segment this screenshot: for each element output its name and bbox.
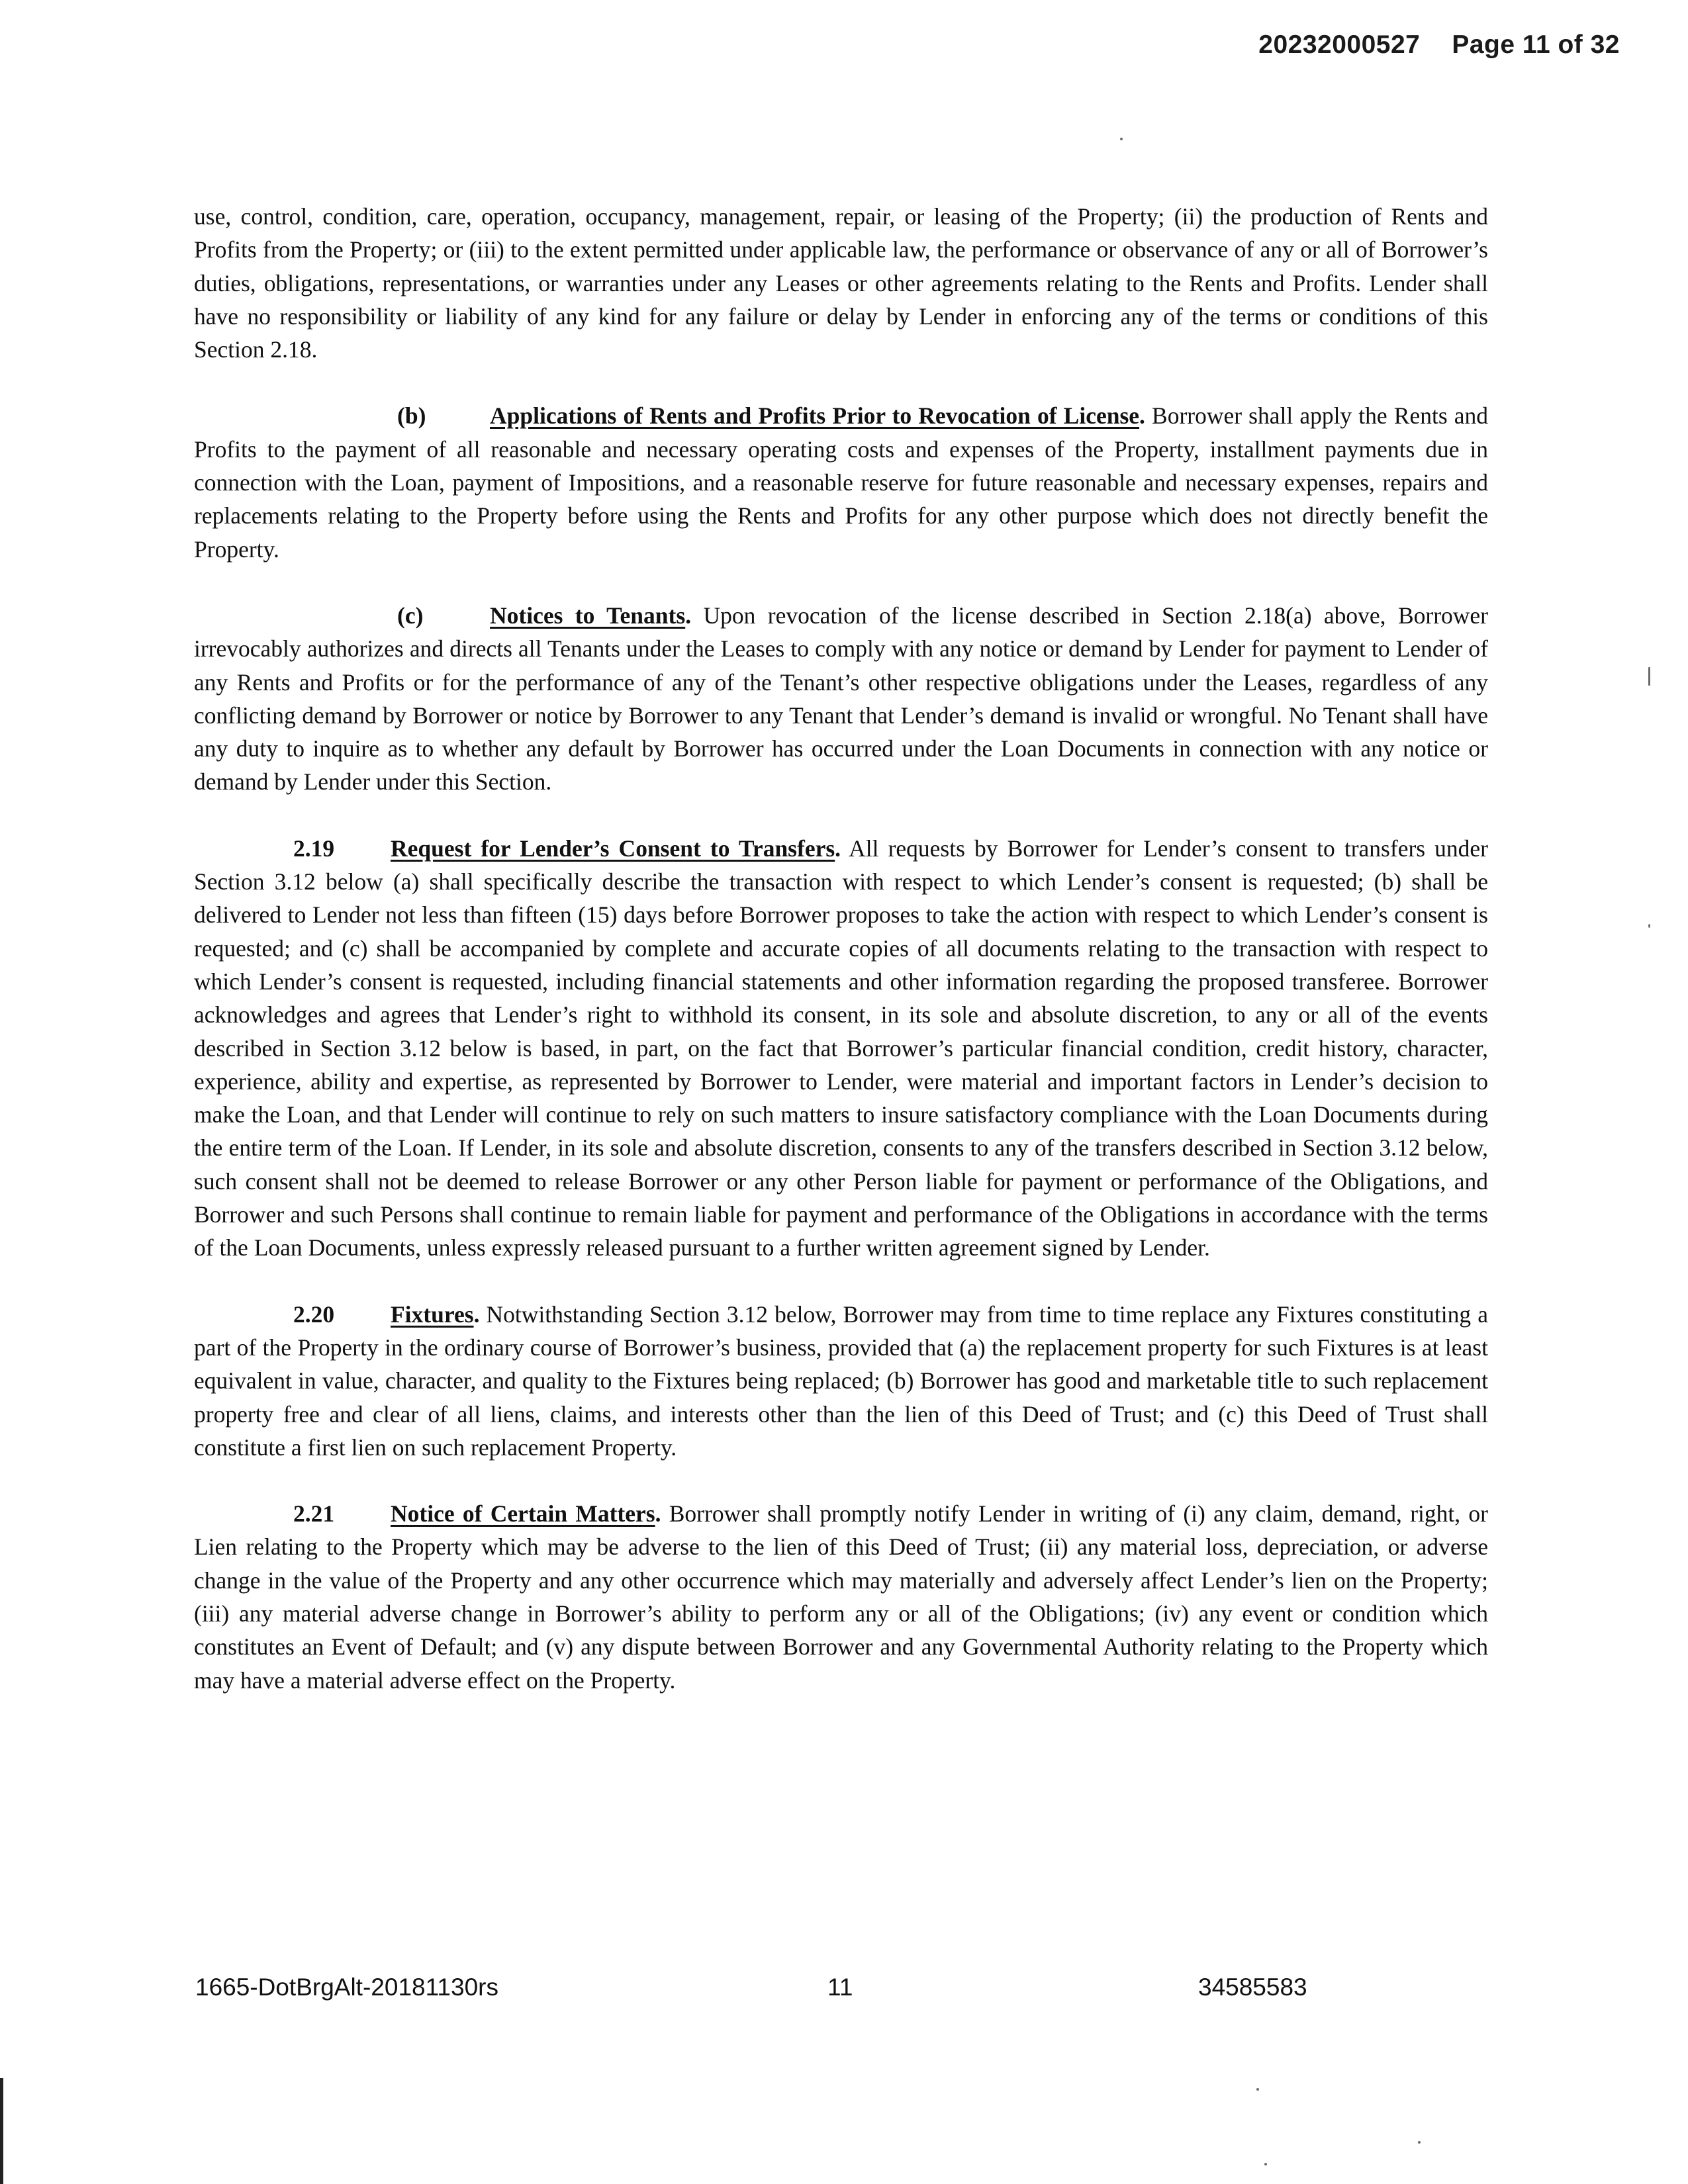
- subsection-c: (c) Notices to Tenants. Upon revocation of the license described in Section 2.18(a) above, Borrower irrevocably authorizes and directs all Tenants under the Leases to comply with any notice or demand by Lender for payment to Lender of any Rents and Profits or for the performance of any of the Tenant’s other respective obligations under the Leases, regardless of any conflicting demand by Borrower or notice by Borrower to any Tenant that Lender’s demand is invalid or wrongful. No Tenant shall have any duty to inquire as to whether any default by Borrower has occurred under the Loan Documents in connection with any notice or demand by Lender under this Section.: [194, 599, 1488, 799]
- section-caption: Notice of Certain Matters: [391, 1500, 655, 1527]
- section-text: Notwithstanding Section 3.12 below, Borrower may from time to time replace any Fixtures constituting a part of the Property in the ordinary course of Borrower’s business, provided that (a) the replacement property for such Fixtures is at least equivalent in value, character, and quality to the Fixtures being replaced; (b) Borrower has good and marketable title to such replacement property free and clear of all liens, claims, and interests other than the lien of this Deed of Trust; and (c) this Deed of Trust shall constitute a first lien on such replacement Property.: [194, 1300, 1488, 1461]
- section-text: Borrower shall promptly notify Lender in writing of (i) any claim, demand, right, or Lien relating to the Property which may be adverse to the lien of this Deed of Trust; (ii) any material loss, depreciation, or adverse change in the value of the Property and any other occurrence which may materially and adversely affect Lender’s lien on the Property; (iii) any material adverse change in Borrower’s ability to perform any or all of the Obligations; (iv) any event or condition which constitutes an Event of Default; and (v) any dispute between Borrower and any Governmental Authority relating to the Property which may have a material adverse effect on the Property.: [194, 1500, 1488, 1694]
- scan-edge-mark: [0, 2078, 3, 2184]
- subsection-caption: Notices to Tenants: [490, 602, 686, 629]
- section-number: 2.21: [293, 1500, 335, 1527]
- section-2-21: 2.21 Notice of Certain Matters. Borrower shall promptly notify Lender in writing of (i) any claim, demand, right, or Lien relating to the Property which may be adverse to the lien of this Deed of Trust; (ii) any material loss, depreciation, or adverse change in the value of the Property and any other occurrence which may materially and adversely affect Lender’s lien on the Property; (iii) any material adverse change in Borrower’s ability to perform any or all of the Obligations; (iv) any event or condition which constitutes an Event of Default; and (v) any dispute between Borrower and any Governmental Authority relating to the Property which may have a material adverse effect on the Property.: [194, 1497, 1488, 1697]
- subsection-label: (c): [397, 602, 424, 629]
- subsection-label: (b): [397, 402, 426, 430]
- scan-speck: [1120, 138, 1123, 140]
- section-caption: Fixtures: [391, 1300, 474, 1328]
- scan-speck: [1264, 2163, 1267, 2165]
- subsection-text: Upon revocation of the license described in Section 2.18(a) above, Borrower irrevocably authorizes and directs all Tenants under the Leases to comply with any notice or demand by Lender for payment to Lender of any Rents and Profits or for the performance of any of the Tenant’s other respective obligations under the Leases, regardless of any conflicting demand by Borrower or notice by Borrower to any Tenant that Lender’s demand is invalid or wrongful. No Tenant shall have any duty to inquire as to whether any default by Borrower has occurred under the Loan Documents in connection with any notice or demand by Lender under this Section.: [194, 602, 1488, 796]
- page-label: Page 11 of 32: [1452, 30, 1620, 59]
- scan-speck: [1418, 2141, 1421, 2144]
- footer-doc-id: 34585583: [1198, 1974, 1307, 2001]
- section-2-20: 2.20 Fixtures. Notwithstanding Section 3.12 below, Borrower may from time to time replace any Fixtures constituting a part of the Property in the ordinary course of Borrower’s business, provided that (a) the replacement property for such Fixtures is at least equivalent in value, character, and quality to the Fixtures being replaced; (b) Borrower has good and marketable title to such replacement property free and clear of all liens, claims, and interests other than the lien of this Deed of Trust; and (c) this Deed of Trust shall constitute a first lien on such replacement Property.: [194, 1298, 1488, 1464]
- scan-speck: [1648, 667, 1650, 686]
- scan-speck: [1256, 2088, 1259, 2091]
- recording-stamp: [1258, 30, 1620, 60]
- document-body: [194, 200, 1488, 1697]
- paragraph-text: use, control, condition, care, operation, occupancy, management, repair, or leasing of the Property; (ii) the production of Rents and Profits from the Property; or (iii) to the extent permitted under applicable law, the performance or observance of any or all of Borrower’s duties, obligations, representations, or warranties under any Leases or other agreements relating to the Rents and Profits. Lender shall have no responsibility or liability of any kind for any failure or delay by Lender in enforcing any of the terms or conditions of this Section 2.18.: [194, 203, 1488, 363]
- scan-speck: [1648, 924, 1650, 928]
- subsection-b: (b) Applications of Rents and Profits Prior to Revocation of License. Borrower shall apply the Rents and Profits to the payment of all reasonable and necessary operating costs and expenses of the Property, installment payments due in connection with the Loan, payment of Impositions, and a reasonable reserve for future reasonable and necessary expenses, repairs and replacements relating to the Property before using the Rents and Profits for any other purpose which does not directly benefit the Property.: [194, 399, 1488, 565]
- footer-page-number: 11: [827, 1974, 853, 2001]
- subsection-text: Borrower shall apply the Rents and Profits to the payment of all reasonable and necessary operating costs and expenses of the Property, installment payments due in connection with the Loan, payment of Impositions, and a reasonable reserve for future reasonable and necessary expenses, repairs and replacements relating to the Property before using the Rents and Profits for any other purpose which does not directly benefit the Property.: [194, 402, 1488, 563]
- paragraph-continuation: [194, 200, 1488, 366]
- footer-doc-code: 1665-DotBrgAlt-20181130rs: [195, 1974, 498, 2001]
- section-caption: Request for Lender’s Consent to Transfers: [391, 835, 835, 862]
- subsection-caption: Applications of Rents and Profits Prior to Revocation of License: [490, 402, 1140, 430]
- document-number: 20232000527: [1258, 30, 1421, 59]
- section-number: 2.19: [293, 835, 335, 862]
- section-2-19: 2.19 Request for Lender’s Consent to Transfers. All requests by Borrower for Lender’s consent to transfers under Section 3.12 below (a) shall specifically describe the transaction with respect to which Lender’s consent is requested; (b) shall be delivered to Lender not less than fifteen (15) days before Borrower proposes to take the action with respect to which Lender’s consent is requested; and (c) shall be accompanied by complete and accurate copies of all documents relating to the transaction with respect to which Lender’s consent is requested, including financial statements and other information regarding the proposed transferee. Borrower acknowledges and agrees that Lender’s right to withhold its consent, in its sole and absolute discretion, to any or all of the events described in Section 3.12 below is based, in part, on the fact that Borrower’s particular financial condition, credit history, character, experience, ability and expertise, as represented by Borrower to Lender, were material and important factors in Lender’s decision to make the Loan, and that Lender will continue to rely on such matters to insure satisfactory compliance with the Loan Documents during the entire term of the Loan. If Lender, in its sole and absolute discretion, consents to any of the transfers described in Section 3.12 below, such consent shall not be deemed to release Borrower or any other Person liable for payment or performance of the Obligations, and Borrower and such Persons shall continue to remain liable for payment and performance of the Obligations in accordance with the terms of the Loan Documents, unless expressly released pursuant to a further written agreement signed by Lender.: [194, 832, 1488, 1265]
- section-number: 2.20: [293, 1300, 335, 1328]
- section-text: All requests by Borrower for Lender’s consent to transfers under Section 3.12 below (a) shall specifically describe the transaction with respect to which Lender’s consent is requested; (b) shall be delivered to Lender not less than fifteen (15) days before Borrower proposes to take the action with respect to which Lender’s consent is requested; and (c) shall be accompanied by complete and accurate copies of all documents relating to the transaction with respect to which Lender’s consent is requested, including financial statements and other information regarding the proposed transferee. Borrower acknowledges and agrees that Lender’s right to withhold its consent, in its sole and absolute discretion, to any or all of the events described in Section 3.12 below is based, in part, on the fact that Borrower’s particular financial condition, credit history, character, experience, ability and expertise, as represented by Borrower to Lender, were material and important factors in Lender’s decision to make the Loan, and that Lender will continue to rely on such matters to insure satisfactory compliance with the Loan Documents during the entire term of the Loan. If Lender, in its sole and absolute discretion, consents to any of the transfers described in Section 3.12 below, such consent shall not be deemed to release Borrower or any other Person liable for payment or performance of the Obligations, and Borrower and such Persons shall continue to remain liable for payment and performance of the Obligations in accordance with the terms of the Loan Documents, unless expressly released pursuant to a further written agreement signed by Lender.: [194, 835, 1488, 1261]
- page-footer: [195, 1974, 1321, 2007]
